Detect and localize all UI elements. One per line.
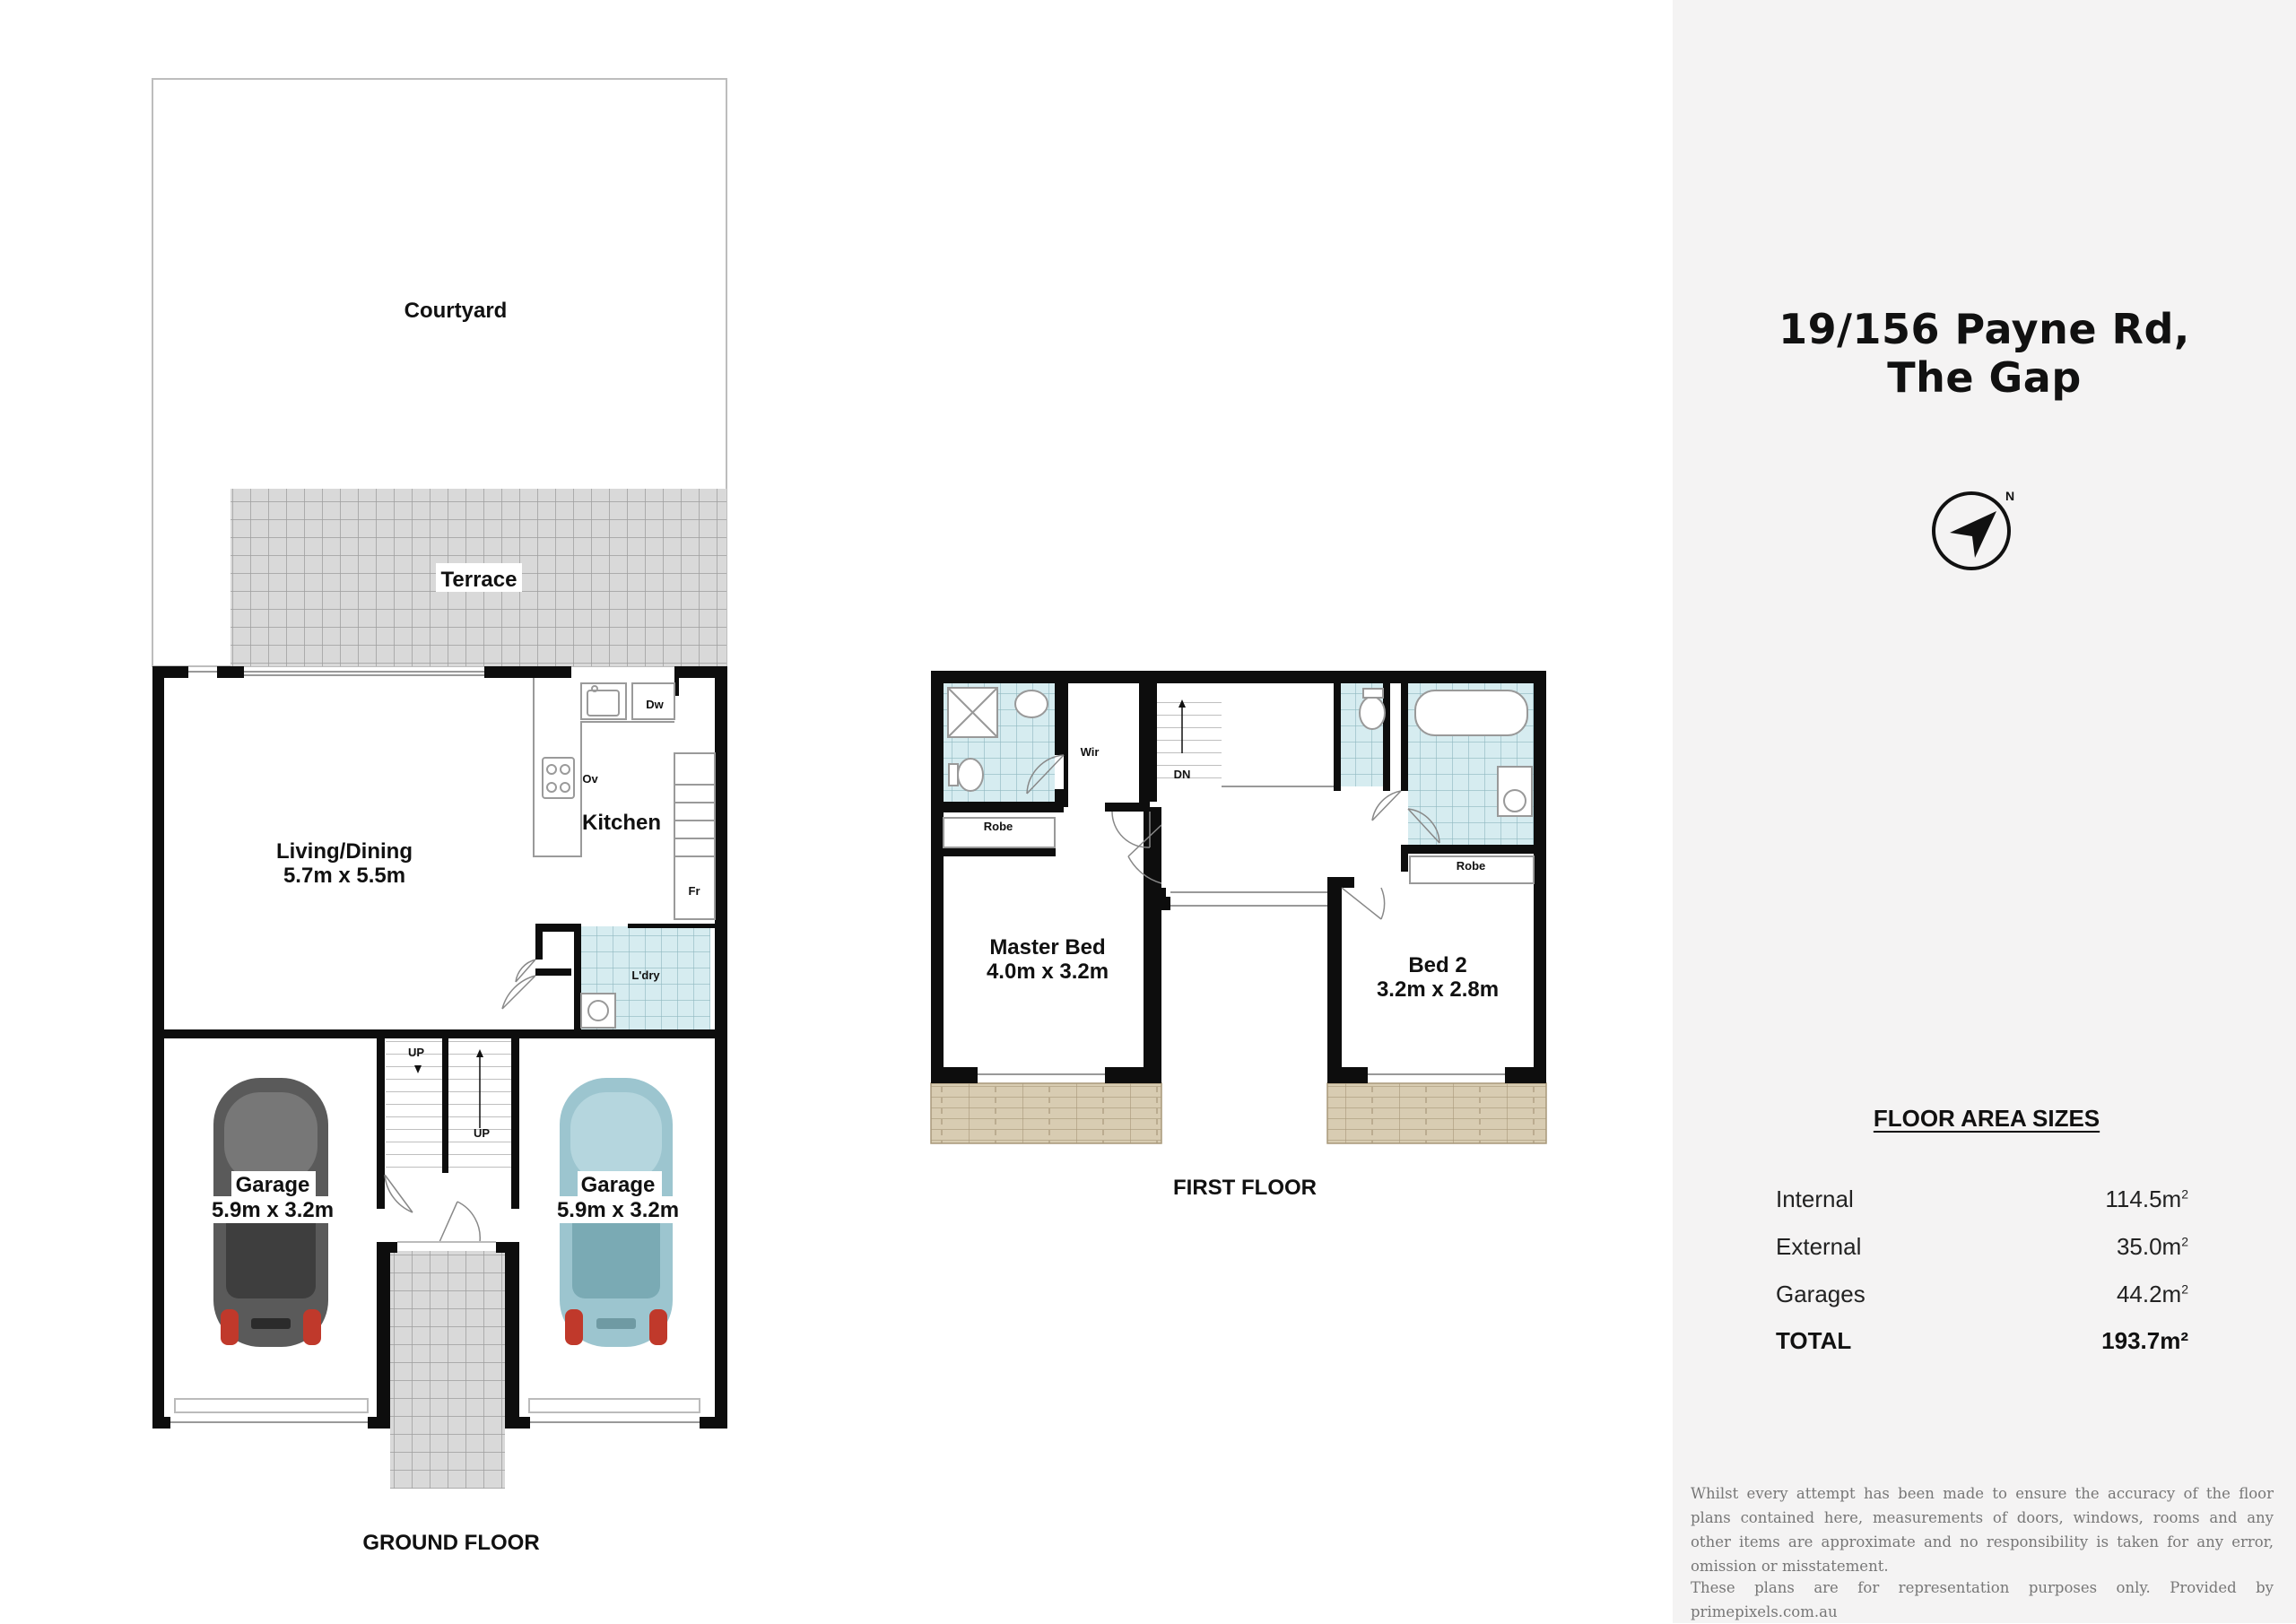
label-garage2-name: Garage <box>580 1173 656 1197</box>
label-bed2-dim: 3.2m x 2.8m <box>1376 977 1500 1002</box>
floor-area-title: FLOOR AREA SIZES <box>1873 1105 2100 1132</box>
floor-area-value: $114.5m^2$ <box>2105 1185 2188 1212</box>
address-line1: 19/156 Payne Rd, <box>1779 305 2190 353</box>
ground-floor-title: GROUND FLOOR <box>362 1531 540 1555</box>
deck-left <box>931 1083 1161 1143</box>
label-robe-bed2: Robe <box>1456 859 1486 873</box>
label-ov: Ov <box>582 772 598 786</box>
label-fr: Fr <box>688 884 700 898</box>
label-courtyard: Courtyard <box>404 299 508 323</box>
label-living-name: Living/Dining <box>276 839 413 864</box>
floor-area-total-label: TOTAL <box>1776 1327 1852 1354</box>
ground-floor <box>152 79 727 1555</box>
disclaimer-text: Whilst every attempt has been made to ensure the accuracy of the floor plans contained here, measurements of doors, windows, rooms and any other items are approximate and no responsibility is taken for any error, omission or misstatement. <box>1691 1485 2274 1575</box>
label-bed2-name: Bed 2 <box>1408 953 1467 977</box>
ground-stairs <box>386 1038 511 1173</box>
address-line2: The Gap <box>1887 353 2082 402</box>
floor-area-label: Internal <box>1776 1185 1854 1212</box>
label-dw: Dw <box>646 698 664 711</box>
label-kitchen: Kitchen <box>581 811 662 835</box>
entry-path-paving <box>390 1251 505 1489</box>
label-laundry: L'dry <box>631 968 660 982</box>
label-garage2-dim: 5.9m x 3.2m <box>556 1198 680 1222</box>
floor-area-label: Garages <box>1776 1281 1866 1307</box>
compass-north-label: N <box>2005 489 2015 503</box>
floor-area-total-value: 193.7m² <box>2101 1327 2188 1354</box>
deck-right <box>1327 1083 1546 1143</box>
label-master-dim: 4.0m x 3.2m <box>986 960 1109 984</box>
label-terrace: Terrace <box>440 568 517 592</box>
floor-area-row-garages <box>1776 1281 2188 1316</box>
disclaimer-provider-text: These plans are for representation purposes only. Provided by primepixels.com.au <box>1691 1579 2274 1620</box>
laundry-tub <box>581 994 615 1028</box>
floor-area-label: External <box>1776 1233 1862 1260</box>
kitchen-bench <box>534 678 715 919</box>
label-dn: DN <box>1173 768 1191 781</box>
label-wir: Wir <box>1080 745 1100 759</box>
floor-area-row-total <box>1776 1327 2188 1363</box>
label-up-right: UP <box>473 1126 491 1140</box>
label-garage1-name: Garage <box>235 1173 310 1197</box>
label-master-name: Master Bed <box>989 935 1106 960</box>
floor-area-value: $35.0m^2$ <box>2116 1233 2188 1260</box>
first-floor-title: FIRST FLOOR <box>1173 1176 1317 1200</box>
side-panel <box>1673 0 2296 1623</box>
label-garage1-dim: 5.9m x 3.2m <box>211 1198 335 1222</box>
north-arrow-icon <box>1930 486 2016 572</box>
floor-area-row-external <box>1776 1233 2188 1269</box>
floor-area-value: $44.2m^2$ <box>2116 1281 2188 1307</box>
label-living-dim: 5.7m x 5.5m <box>283 864 406 888</box>
first-floor <box>931 671 1546 1200</box>
label-robe-master: Robe <box>983 820 1013 833</box>
label-up-left: UP <box>407 1046 425 1059</box>
floor-area-row-internal <box>1776 1185 2188 1221</box>
